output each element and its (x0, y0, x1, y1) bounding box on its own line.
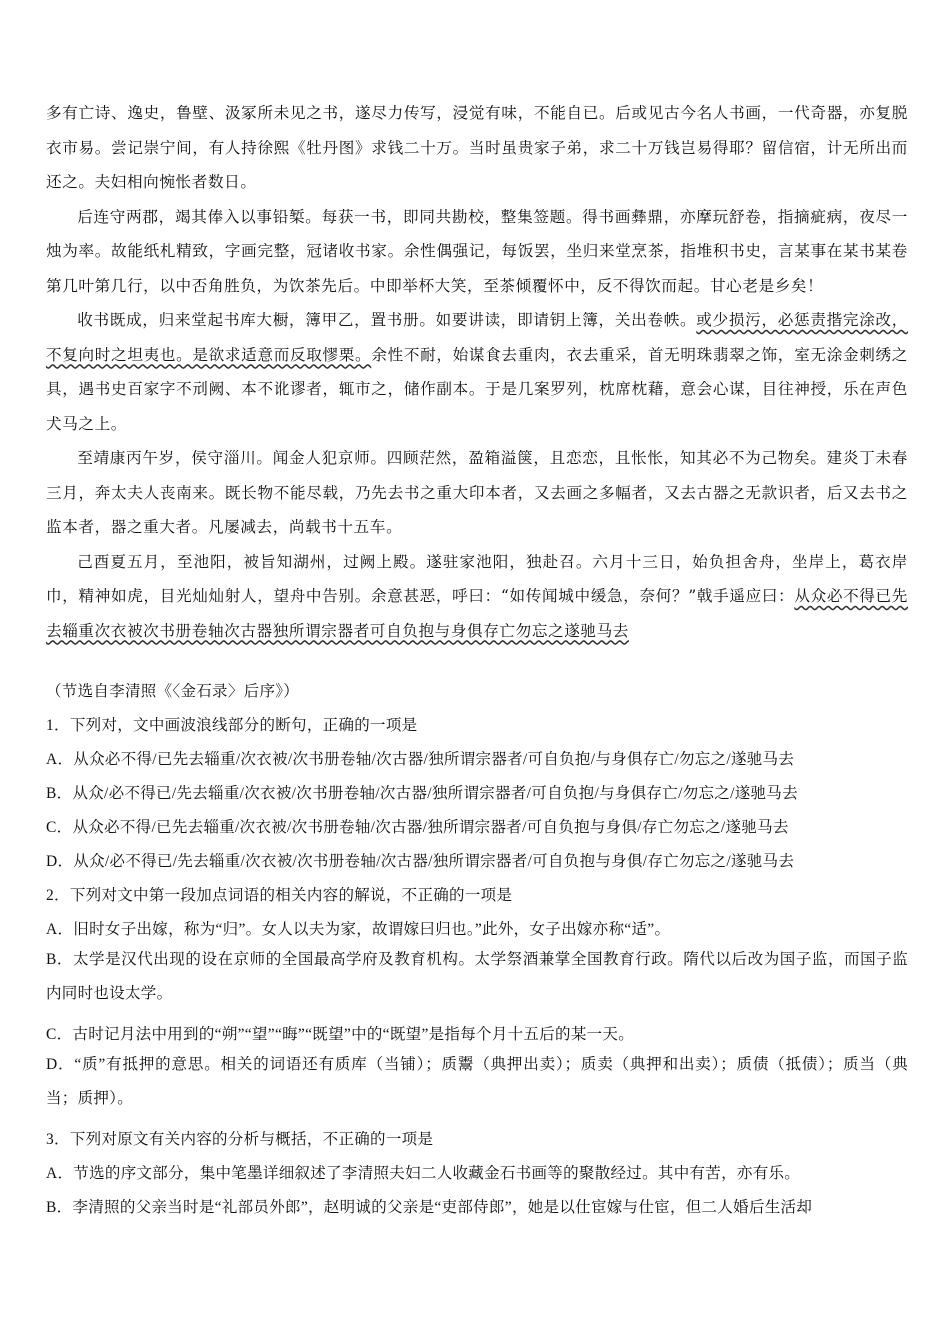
underlined-sentence: 或少损污，必惩责揩完涂改，不复向时之坦夷也。是欲求适意而反取憀栗。 (46, 311, 908, 364)
question-2-option-d[interactable]: D．“质”有抵押的意思。相关的词语还有质库（当铺）；质鬻（典押出卖）；质卖（典押和出卖）；质债（抵债）；质当（典当；质押）。 (46, 1056, 908, 1107)
paragraph-3 (46, 303, 908, 441)
paragraph-3-part-1: 收书既成，归来堂起书库大橱，簿甲乙，置书册。如要讲读，即请钥上簿，关出卷帙。 (77, 311, 697, 329)
question-2-stem: 2．下列对文中第一段加点词语的相关内容的解说，不正确的一项是 (46, 887, 513, 904)
question-1-option-a[interactable]: A．从众必不得/已先去辎重/次衣被/次书册卷轴/次古器/独所谓宗器者/可自负抱/与身俱存亡/勿忘之/遂驰马去 (46, 751, 795, 768)
question-3-option-b[interactable]: B．李清照的父亲当时是“礼部员外郎”，赵明诚的父亲是“吏部侍郎”，她是以仕宦嫁与仕宦，但二人婚后生活却 (46, 1199, 813, 1216)
paragraph-1-continued: 多有亡诗、逸史，鲁壁、汲冢所未见之书，遂尽力传写，浸觉有味，不能自已。后或见古今名人书画，一代奇器，亦复脱衣市易。尝记崇宁间，有人持徐熙《牡丹图》求钱二十万。当时虽贵家子弟，求二十万钱岂易得耶？留信宿，计无所出而还之。夫妇相向惋怅者数日。 (46, 104, 908, 191)
paragraph-3-part-2: 余性不耐，始谋食去重肉，衣去重采，首无明珠翡翠之饰，室无涂金刺绣之具，遇书史百家字不刓阙、本不讹谬者，辄市之，储作副本。于是几案罗列，枕席枕藉，意会心谋，目往神授，乐在声色犬马之上。 (46, 345, 908, 433)
source-note: （节选自李清照《〈金石录〉后序》） (46, 683, 300, 700)
paragraph-4: 至靖康丙午岁，侯守淄川。闻金人犯京师。四顾茫然，盈箱溢箧，且恋恋，且怅怅，知其必不为己物矣。建炎丁未春三月，奔太夫人丧南来。既长物不能尽载，乃先去书之重大印本者，又去画之多幅者，又去古器之无款识者，后又去书之监本者，器之重大者。凡屡减去，尚载书十五车。 (46, 449, 908, 536)
paragraph-2: 后连守两郡，竭其俸入以事铅椠。每获一书，即同共勘校，整集签题。得书画彝鼎，亦摩玩舒卷，指摘疵病，夜尽一烛为率。故能纸札精致，字画完整，冠诸收书家。余性偶强记，每饭罢，坐归来堂烹茶，指堆积书史，言某事在某书某卷第几叶第几行，以中否角胜负，为饮茶先后。中即举杯大笑，至茶倾覆怀中，反不得饮而起。甘心老是乡矣！ (46, 207, 908, 295)
wavy-underlined-passage: 从众必不得已先去辎重次衣被次书册卷轴次古器独所谓宗器者可自负抱与身俱存亡勿忘之遂驰马去 (46, 587, 908, 640)
question-1-option-c[interactable]: C．从众必不得/已先去辎重/次衣被/次书册卷轴/次古器/独所谓宗器者/可自负抱与身俱/存亡勿忘之/遂驰马去 (46, 819, 789, 836)
paragraph-5 (46, 545, 908, 649)
question-3-option-a[interactable]: A．节选的序文部分，集中笔墨详细叙述了李清照夫妇二人收藏金石书画等的聚散经过。其中有苦，亦有乐。 (46, 1165, 801, 1182)
question-2-option-c[interactable]: C．古时记月法中用到的“朔”“望”“晦”“既望”中的“既望”是指每个月十五后的某一天。 (46, 1026, 635, 1043)
question-1-option-b[interactable]: B．从众/必不得已/先去辎重/次衣被/次书册卷轴/次古器/独所谓宗器者/可自负抱/与身俱存亡/勿忘之/遂驰马去 (46, 785, 798, 802)
paragraph-5-part-1: 己酉夏五月，至池阳，被旨知湖州，过阙上殿。遂驻家池阳，独赴召。六月十三日，始负担舍舟，坐岸上，葛衣岸巾，精神如虎，目光灿灿射人，望舟中告别。余意甚恶，呼曰：“如传闻城中缓急，奈何？”戟手遥应曰： (46, 552, 908, 605)
question-3-stem: 3．下列对原文有关内容的分析与概括，不正确的一项是 (46, 1131, 434, 1148)
classical-passage (46, 96, 908, 648)
question-2-option-a[interactable]: A．旧时女子出嫁，称为“归”。女人以夫为家，故谓嫁曰归也。”此外，女子出嫁亦称“适”。 (46, 921, 671, 938)
question-1-stem: 1．下列对，文中画波浪线部分的断句，正确的一项是 (46, 717, 418, 734)
question-1-option-d[interactable]: D．从众/必不得已/先去辎重/次衣被/次书册卷轴/次古器/独所谓宗器者/可自负抱与身俱/存亡勿忘之/遂驰马去 (46, 853, 795, 870)
question-2-option-b[interactable]: B．太学是汉代出现的设在京师的全国最高学府及教育机构。太学祭酒兼掌全国教育行政。隋代以后改为国子监，而国子监内同时也设太学。 (46, 951, 908, 1002)
